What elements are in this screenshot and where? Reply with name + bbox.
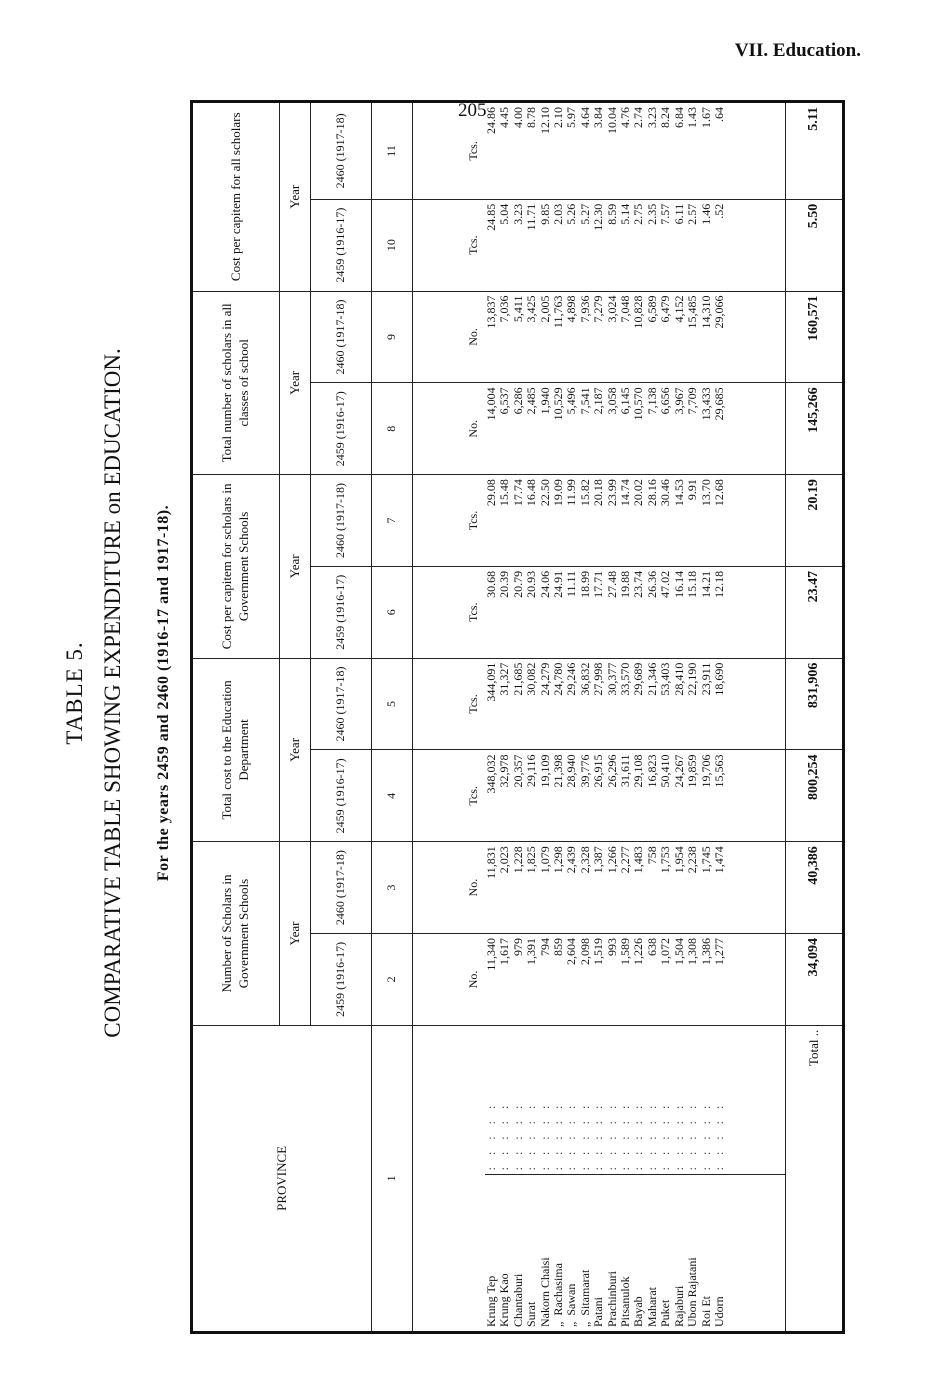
total-value: 145,266: [786, 383, 844, 475]
table-label: TABLE 5.: [62, 641, 87, 745]
total-value: 20.19: [786, 475, 844, 567]
year-2459: 2459 (1916-17): [311, 199, 372, 291]
column-number: 2: [372, 934, 413, 1026]
column-number: 7: [372, 475, 413, 567]
year-header: Year: [280, 102, 311, 292]
group-header-1: Number of Scholars in Government Schools: [192, 842, 280, 1026]
total-label: Total ..: [786, 1025, 844, 1332]
year-2460: 2460 (1917-18): [311, 658, 372, 750]
leader-dots: : : : : : : : : : : : : : : : : : : : : : : : : : : : : : : : : : : : : : : : : : : : : : : : : : : : : : : : : : : : : : : : : : : : : : : : : : : : : : : : : : : : : : : : : : :: [485, 1025, 786, 1175]
all-capita-2460-column: 24.86 4.45 4.00 8.78 12.10 2.10 5.97 4.64 3.84 10.04 4.76 2.74 3.23 8.24 6.84 1.43 1.67 .64: [485, 102, 786, 200]
unit-label: No.: [413, 291, 486, 383]
total-value: 160,571: [786, 291, 844, 383]
year-2459: 2459 (1916-17): [311, 566, 372, 658]
year-2459: 2459 (1916-17): [311, 750, 372, 842]
gov-capita-2459-column: 30.68 20.39 20.79 20.93 24.06 24.91 11.11 18.99 17.71 27.48 19.88 23.74 26.36 47.02 16.14 15.18 14.21 12.18: [485, 566, 786, 658]
year-2460: 2460 (1917-18): [311, 842, 372, 934]
unit-label: Tcs.: [413, 566, 486, 658]
unit-label: No.: [413, 842, 486, 934]
column-number: 10: [372, 199, 413, 291]
year-header: Year: [280, 291, 311, 475]
column-number: 11: [372, 102, 413, 200]
total-value: 23.47: [786, 566, 844, 658]
group-header-2: Total cost to the Education Department: [192, 658, 280, 842]
province-list: Krung Tep Krung Kao Chantaburi Surat Nakorn Chaisi „ Rachasima „ Sawan „ Sitamarat Patani Prachinburi Pitsanulok Bayab Maharat Puket Rajaburi Ubon Rajatani Roi Et Udorn: [485, 1175, 786, 1333]
year-header: Year: [280, 475, 311, 658]
table-title: COMPARATIVE TABLE SHOWING EXPENDITURE on EDUCATION.: [100, 348, 125, 1038]
year-2460: 2460 (1917-18): [311, 291, 372, 383]
group-header-3: Cost per capitem for scholars in Government Schools: [192, 475, 280, 658]
unit-label: Tcs.: [413, 102, 486, 200]
year-2460: 2460 (1917-18): [311, 102, 372, 200]
year-header: Year: [280, 842, 311, 1026]
column-number: 9: [372, 291, 413, 383]
total-value: 40,386: [786, 842, 844, 934]
total-value: 5.11: [786, 102, 844, 200]
table-subtitle: For the years 2459 and 2460 (1916-17 and 1917-18).: [155, 504, 172, 882]
all-scholars-2460-column: 13,837 7,036 5,411 3,425 2,005 11,763 4,898 7,936 7,279 3,024 7,048 10,828 6,589 6,479 4,152 15,485 14,310 29,066: [485, 291, 786, 383]
column-number: 4: [372, 750, 413, 842]
column-number: 1: [372, 1025, 413, 1332]
column-number: 5: [372, 658, 413, 750]
year-header: Year: [280, 658, 311, 842]
scholars-2459-column: 11,340 1,617 979 1,391 794 859 2,604 2,098 1,519 993 1,589 1,226 638 1,072 1,504 1,308 1,386 1,277: [485, 934, 786, 1026]
year-2459: 2459 (1916-17): [311, 383, 372, 475]
total-value: 800,254: [786, 750, 844, 842]
group-header-4: Total number of scholars in all classes of school: [192, 291, 280, 475]
expenditure-table: [190, 100, 845, 1334]
section-header: VII. Education.: [734, 40, 861, 61]
all-scholars-2459-column: 14,004 6,537 6,286 2,485 1,940 10,529 5,496 7,541 2,187 3,058 6,145 10,570 7,138 6,656 3,967 7,709 13,433 29,685: [485, 383, 786, 475]
unit-label: Tcs.: [413, 199, 486, 291]
column-number: 6: [372, 566, 413, 658]
year-2460: 2460 (1917-18): [311, 475, 372, 567]
cost-2460-column: 344,091 31,327 21,685 30,082 24,279 24,780 29,246 36,832 27,998 30,377 33,570 29,689 21,346 53,403 28,410 22,190 23,911 18,690: [485, 658, 786, 750]
year-2459: 2459 (1916-17): [311, 934, 372, 1026]
total-value: 5.50: [786, 199, 844, 291]
unit-label: No.: [413, 934, 486, 1026]
unit-label: Tcs.: [413, 475, 486, 567]
column-number: 3: [372, 842, 413, 934]
gov-capita-2460-column: 29.08 15.48 17.74 16.48 22.50 19.09 11.99 15.82 20.18 23.99 14.74 20.02 28.16 30.46 14.53 9.91 13.70 12.68: [485, 475, 786, 567]
unit-label: No.: [413, 383, 486, 475]
total-value: 831,906: [786, 658, 844, 750]
total-value: 34,094: [786, 934, 844, 1026]
cost-2459-column: 348,032 32,978 20,357 29,116 19,109 21,398 28,940 39,776 26,915 26,296 31,611 29,108 16,823 50,410 24,267 19,859 19,706 15,563: [485, 750, 786, 842]
province-header: PROVINCE: [192, 1025, 372, 1332]
page-number: 205: [458, 100, 487, 121]
all-capita-2459-column: 24.85 5.04 3.23 11.71 9.85 2.03 5.26 5.27 12.30 8.59 5.14 2.75 2.35 7.57 6.11 2.57 1.46 .52: [485, 199, 786, 291]
group-header-5: Cost per capitem for all scholars: [192, 102, 280, 292]
scholars-2460-column: 11,831 2,023 1,228 1,825 1,079 1,298 2,439 2,328 1,387 1,266 2,277 1,483 758 1,753 1,954 2,238 1,745 1,474: [485, 842, 786, 934]
unit-label: Tcs.: [413, 658, 486, 750]
unit-label: Tcs.: [413, 750, 486, 842]
column-number: 8: [372, 383, 413, 475]
